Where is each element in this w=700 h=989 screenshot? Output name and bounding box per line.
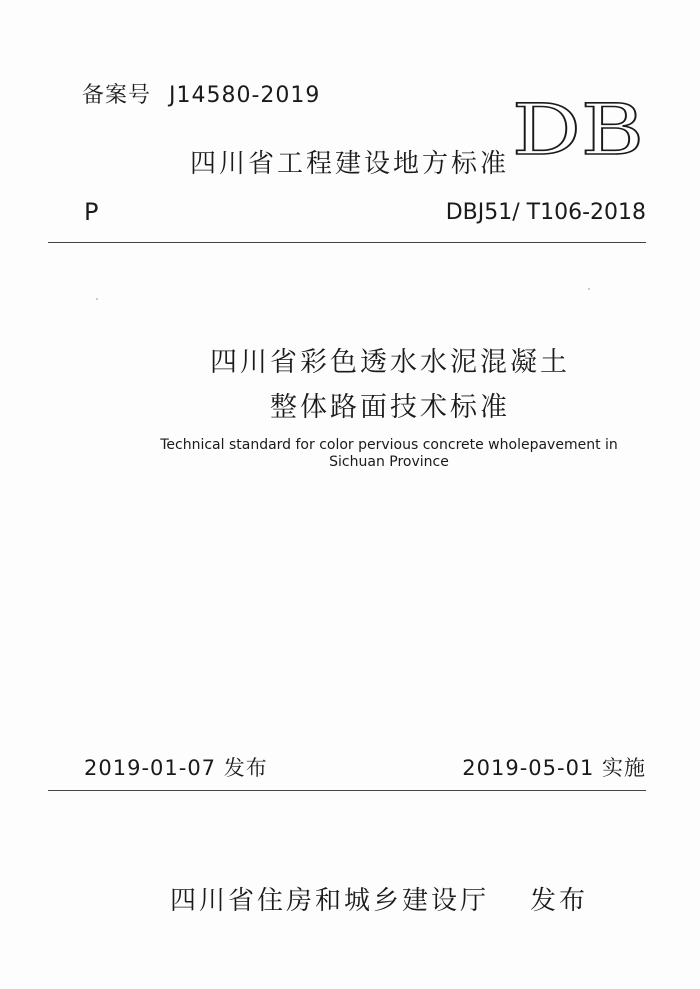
issue-date: 2019-01-07 发布 [84, 756, 268, 780]
scan-speck [96, 298, 98, 300]
filing-label: 备案号 [82, 83, 152, 108]
db-logo-text: DB [512, 96, 644, 162]
filing-number: J14580-2019 [169, 83, 321, 108]
title-cn-line-2: 整体路面技术标准 [270, 392, 510, 423]
title-cn [0, 340, 700, 424]
publisher: 四川省住房和城乡建设厅 [170, 886, 490, 916]
implementation-date: 2019-05-01 实施 [462, 756, 646, 780]
db-logo [512, 96, 646, 162]
standard-category: 四川省工程建设地方标准 [190, 149, 510, 179]
title-cn-line-1: 四川省彩色透水水泥混凝土 [210, 347, 570, 378]
classification-code: P [84, 198, 99, 226]
bottom-divider [48, 790, 646, 791]
standard-number: DBJ51/ T106-2018 [445, 200, 646, 225]
title-en: Technical standard for color pervious concrete wholepavement in Sichuan Province [160, 437, 618, 470]
filing-record [82, 78, 320, 109]
top-divider [48, 242, 646, 243]
publish-verb: 发布 [530, 886, 589, 916]
scan-speck [588, 288, 590, 290]
